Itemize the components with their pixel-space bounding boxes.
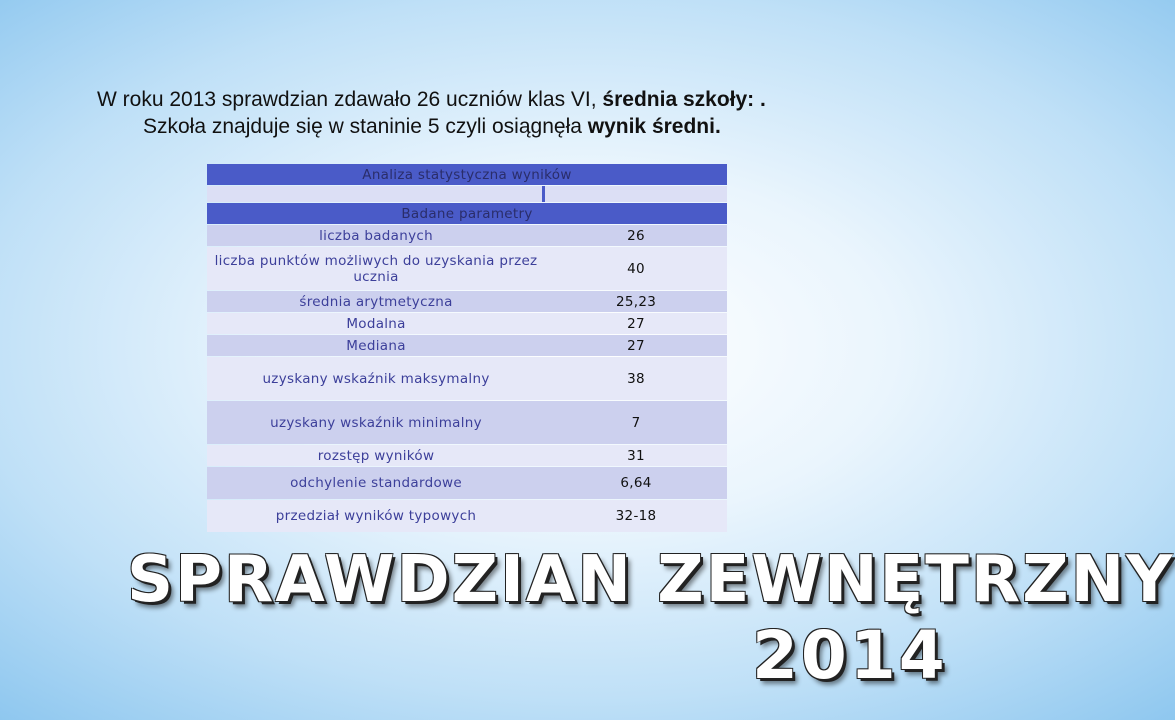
row-label: Modalna: [207, 313, 545, 334]
table-title: Analiza statystyczna wyników: [207, 164, 727, 185]
table-row: [207, 357, 727, 400]
table-subheader-row: [207, 203, 727, 224]
intro-line-2-bold: wynik średni.: [587, 115, 721, 138]
table-row: [207, 401, 727, 444]
table-row: [207, 445, 727, 466]
table-row: [207, 335, 727, 356]
row-value: 27: [545, 313, 727, 334]
row-value: 38: [545, 357, 727, 400]
table-subheader: Badane parametry: [207, 203, 727, 224]
row-label: uzyskany wskaźnik maksymalny: [207, 357, 545, 400]
table-row: [207, 291, 727, 312]
table-spacer-row: [207, 186, 727, 202]
intro-line-2-text: Szkoła znajduje się w staninie 5 czyli osiągnęła: [143, 115, 588, 138]
table-row: [207, 247, 727, 290]
table-row: [207, 500, 727, 532]
row-label: Mediana: [207, 335, 545, 356]
table-row: [207, 313, 727, 334]
row-value: 6,64: [545, 467, 727, 499]
row-value: 40: [545, 247, 727, 290]
row-value: 27: [545, 335, 727, 356]
row-label: uzyskany wskaźnik minimalny: [207, 401, 545, 444]
row-label: liczba punktów możliwych do uzyskania przez ucznia: [207, 247, 545, 290]
intro-text: [97, 86, 897, 140]
intro-line-1-bold: średnia szkoły: .: [602, 88, 766, 111]
row-label: rozstęp wyników: [207, 445, 545, 466]
row-label: średnia arytmetyczna: [207, 291, 545, 312]
row-label: przedział wyników typowych: [207, 500, 545, 532]
intro-line-1: [97, 86, 897, 113]
intro-line-1-text: W roku 2013 sprawdzian zdawało 26 uczniów klas VI,: [97, 88, 603, 111]
row-label: liczba badanych: [207, 225, 545, 246]
row-value: 7: [545, 401, 727, 444]
table-row: [207, 467, 727, 499]
statistics-table: [207, 163, 727, 533]
slide-year: 2014: [752, 617, 948, 694]
table-row: [207, 225, 727, 246]
row-value: 31: [545, 445, 727, 466]
row-value: 25,23: [545, 291, 727, 312]
intro-line-2: [97, 113, 897, 140]
slide-title: SPRAWDZIAN ZEWNĘTRZNY: [127, 543, 1175, 617]
row-value: 26: [545, 225, 727, 246]
table-title-row: [207, 164, 727, 185]
row-value: 32-18: [545, 500, 727, 532]
row-label: odchylenie standardowe: [207, 467, 545, 499]
